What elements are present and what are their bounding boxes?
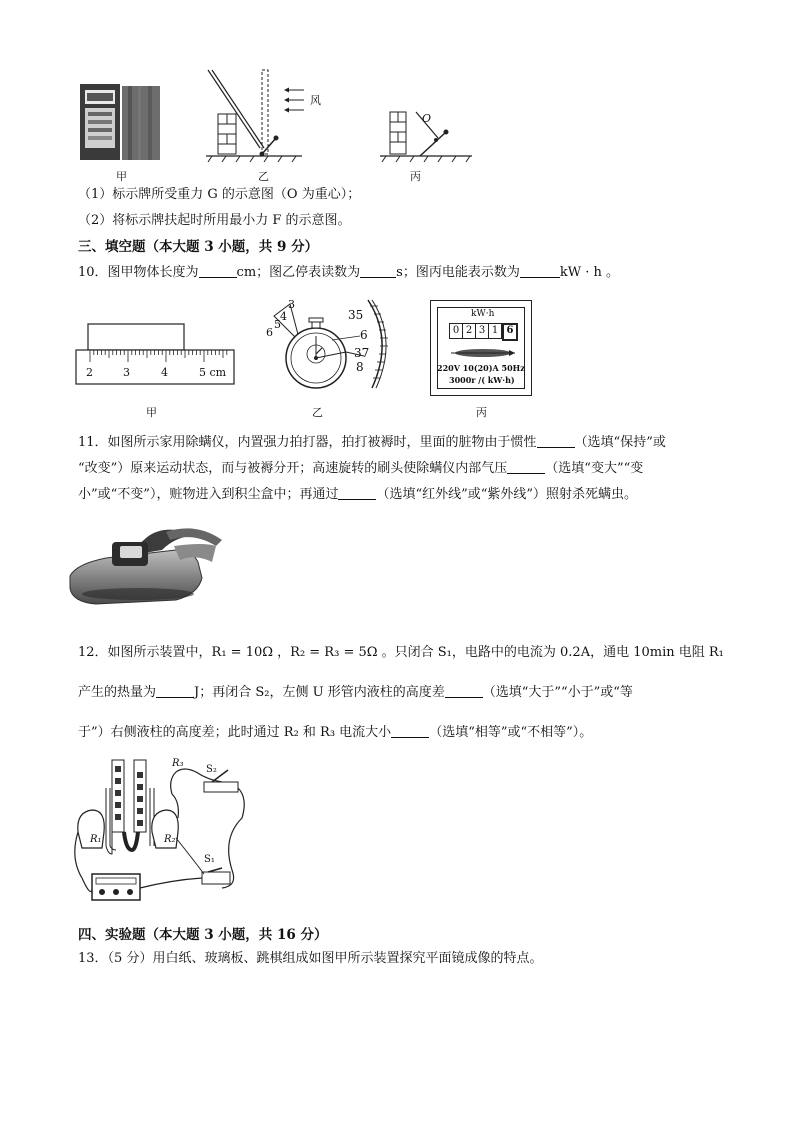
meter-unit: kW·h xyxy=(471,309,495,319)
small-dial-label: 6 xyxy=(266,326,273,339)
s2-label: S₂ xyxy=(206,764,217,775)
small-dial-label: 5 xyxy=(274,318,281,331)
q12-text: J；再闭合 S₂，左侧 U 形管内液柱的高度差 xyxy=(194,685,445,700)
ruler-tick-label: 4 xyxy=(161,366,168,379)
answer-blank[interactable] xyxy=(338,486,376,500)
meter-digit: 6 xyxy=(502,323,518,341)
q9-item-2: （2）将标示牌扶起时所用最小力 F 的示意图。 xyxy=(78,213,351,228)
q10-part-1: 10．图甲物体长度为 xyxy=(78,265,199,280)
meter-digit: 1 xyxy=(489,323,502,339)
figure-circuit xyxy=(72,758,252,906)
answer-blank[interactable] xyxy=(507,460,545,474)
figure-energy-meter xyxy=(430,300,532,396)
meter-figure-label: 丙 xyxy=(476,406,487,419)
answer-blank[interactable] xyxy=(391,724,429,738)
wind-label: 风 xyxy=(310,94,321,107)
q10-part-2: cm；图乙停表读数为 xyxy=(236,265,361,280)
meter-spec-1: 220V 10(20)A 50Hz xyxy=(437,363,525,373)
answer-blank[interactable] xyxy=(156,684,194,698)
s1-label: S₁ xyxy=(204,854,215,865)
figure-stopwatch xyxy=(260,296,396,396)
r1-label: R₁ xyxy=(90,834,102,845)
large-dial-label: 37 xyxy=(354,346,370,360)
q11-text: 小”或“不变”），赃物进入到积尘盒中；再通过 xyxy=(78,487,339,502)
o-label: O xyxy=(422,112,432,125)
question-11-line-2 xyxy=(78,460,643,478)
meter-digit: 3 xyxy=(476,323,489,339)
section-4-title: 四、实验题（本大题 3 小题，共 16 分） xyxy=(78,927,328,943)
figure-label-yi: 乙 xyxy=(258,170,269,183)
q10-part-3: s；图丙电能表示数为 xyxy=(396,265,520,280)
q9-item-1: （1）标示牌所受重力 G 的示意图（O 为重心）； xyxy=(78,187,361,202)
q12-text: 产生的热量为 xyxy=(78,685,157,700)
q11-text: （选填“变大”“变 xyxy=(545,461,644,476)
figure-placard-photo xyxy=(78,80,162,162)
answer-blank[interactable] xyxy=(199,264,237,278)
question-13: 13．（5 分）用白纸、玻璃板、跳棋组成如图甲所示装置探究平面镜成像的特点。 xyxy=(78,951,543,966)
large-dial-label: 8 xyxy=(356,360,364,374)
answer-blank[interactable] xyxy=(520,264,560,278)
figure-mite-remover xyxy=(66,516,226,608)
r2-label: R₂ xyxy=(164,834,176,845)
ruler-tick-label: 5 cm xyxy=(199,366,227,379)
ruler-figure-label: 甲 xyxy=(146,406,157,419)
q11-text: 11．如图所示家用除螨仪，内置强力拍打器，拍打被褥时，里面的脏物由于惯性 xyxy=(78,435,537,450)
q12-text: （选填“大于”“小于”或“等 xyxy=(482,685,633,700)
stopwatch-figure-label: 乙 xyxy=(312,406,323,419)
answer-blank[interactable] xyxy=(445,684,483,698)
figure-ruler xyxy=(76,322,236,390)
large-dial-label: 6 xyxy=(360,328,368,342)
section-3-title: 三、填空题（本大题 3 小题，共 9 分） xyxy=(78,239,319,255)
answer-blank[interactable] xyxy=(360,264,396,278)
small-dial-label: 4 xyxy=(280,310,287,323)
question-10 xyxy=(78,264,619,282)
question-11-line-1 xyxy=(78,434,666,452)
q11-text: （选填“红外线”或“紫外线”）照射杀死螨虫。 xyxy=(376,487,638,502)
meter-digit: 2 xyxy=(463,323,476,339)
q11-text: （选填“保持”或 xyxy=(574,435,666,450)
question-12-line-1: 12．如图所示装置中，R₁ = 10Ω ，R₂ = R₃ = 5Ω 。只闭合 S₁，电路中的电流为 0.2A，通电 10min 电阻 R₁ xyxy=(78,645,724,660)
question-11-line-3 xyxy=(78,486,637,504)
meter-digit: 0 xyxy=(449,323,463,339)
q10-part-4: kW · h 。 xyxy=(559,265,619,280)
ruler-tick-label: 3 xyxy=(123,366,130,379)
q12-text: 于”）右侧液柱的高度差；此时通过 R₂ 和 R₃ 电流大小 xyxy=(78,725,392,740)
figure-wind-placard xyxy=(206,68,320,164)
answer-blank[interactable] xyxy=(537,434,575,448)
question-12-line-2 xyxy=(78,684,633,702)
large-dial-label: 35 xyxy=(348,308,364,322)
q11-text: “改变”）原来运动状态，而与被褥分开；高速旋转的刷头使除螨仪内部气压 xyxy=(78,461,508,476)
r3-label: R₃ xyxy=(172,758,184,769)
question-12-line-3 xyxy=(78,724,592,742)
figure-label-bing: 丙 xyxy=(410,170,421,183)
figure-fallen-placard xyxy=(380,108,476,162)
meter-spec-2: 3000r /( kW·h) xyxy=(449,375,515,385)
ruler-tick-label: 2 xyxy=(86,366,93,379)
meter-digits xyxy=(449,323,518,341)
q12-text: （选填“相等”或“不相等”）。 xyxy=(429,725,593,740)
figure-label-jia: 甲 xyxy=(116,170,127,183)
small-dial-label: 3 xyxy=(288,298,295,311)
